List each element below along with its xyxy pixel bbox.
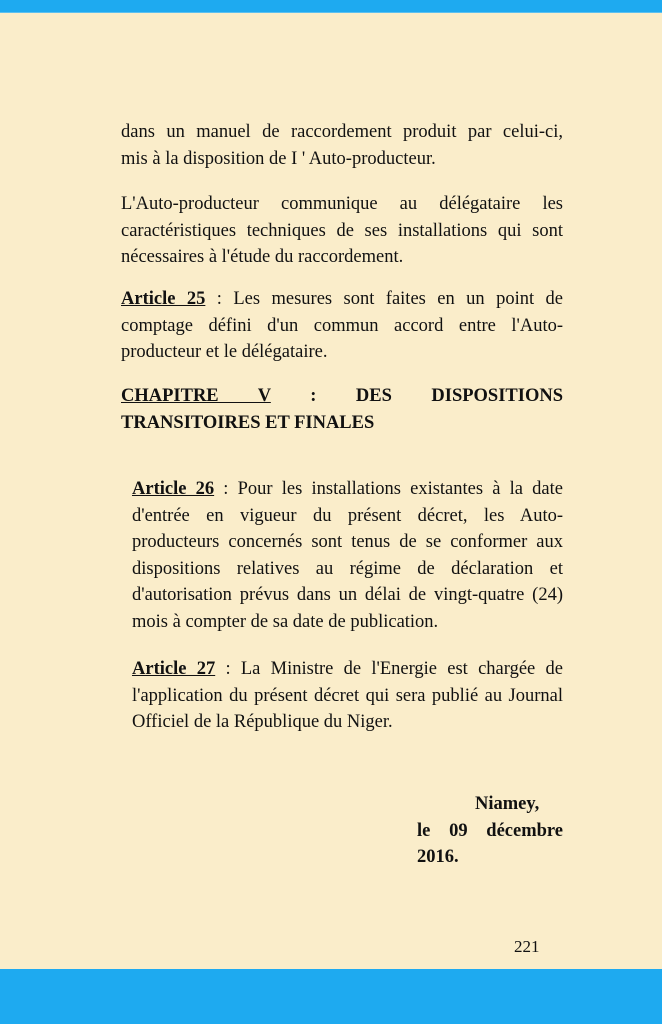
article-25-label: Article 25 bbox=[121, 289, 206, 309]
paragraph-continuation-line2: mis à la disposition de I ' Auto-producteur. bbox=[121, 149, 436, 169]
chapter-title-a: : DES DISPOSITIONS bbox=[270, 386, 563, 406]
article-27 bbox=[132, 656, 563, 736]
bottom-toolbar-bar bbox=[0, 969, 662, 1024]
page-number: 221 bbox=[514, 937, 540, 956]
article-26 bbox=[132, 476, 563, 635]
signature-year: 2016. bbox=[417, 847, 459, 867]
signature-block bbox=[417, 791, 563, 871]
chapter-heading-line2: TRANSITOIRES ET FINALES bbox=[121, 412, 375, 433]
signature-place: Niamey, bbox=[475, 794, 540, 814]
paragraph-continuation-line1: dans un manuel de raccordement produit par celui-ci, bbox=[121, 122, 563, 142]
chapter-heading bbox=[121, 383, 563, 436]
signature-date: le 09 décembre bbox=[417, 820, 563, 841]
chapter-number: CHAPITRE V bbox=[121, 386, 271, 406]
chapter-heading-line1 bbox=[121, 383, 563, 410]
article-25-text: : Les mesures sont faites en un point de comptage défini d'un commun accord entre l'Auto-producteur et le délégataire. bbox=[121, 289, 563, 362]
article-26-label: Article 26 bbox=[132, 479, 215, 499]
article-26-text: : Pour les installations existantes à la date d'entrée en vigueur du présent décret, les Auto-producteurs concernés sont tenus de se conformer aux dispositions relatives au régime de déclaration et d'autorisation prévus dans un délai de vingt-quatre (24) mois à compter de sa date de publication. bbox=[132, 479, 563, 632]
paragraph-auto-producteur: L'Auto-producteur communique au délégataire les caractéristiques techniques de ses installations qui sont nécessaires à l'étude du raccordement. bbox=[121, 194, 563, 267]
top-toolbar-bar bbox=[0, 0, 662, 13]
article-27-text: : La Ministre de l'Energie est chargée de l'application du présent décret qui sera publié au Journal Officiel de la République du Niger. bbox=[132, 659, 563, 732]
article-25 bbox=[121, 286, 563, 366]
article-27-label: Article 27 bbox=[132, 659, 216, 679]
